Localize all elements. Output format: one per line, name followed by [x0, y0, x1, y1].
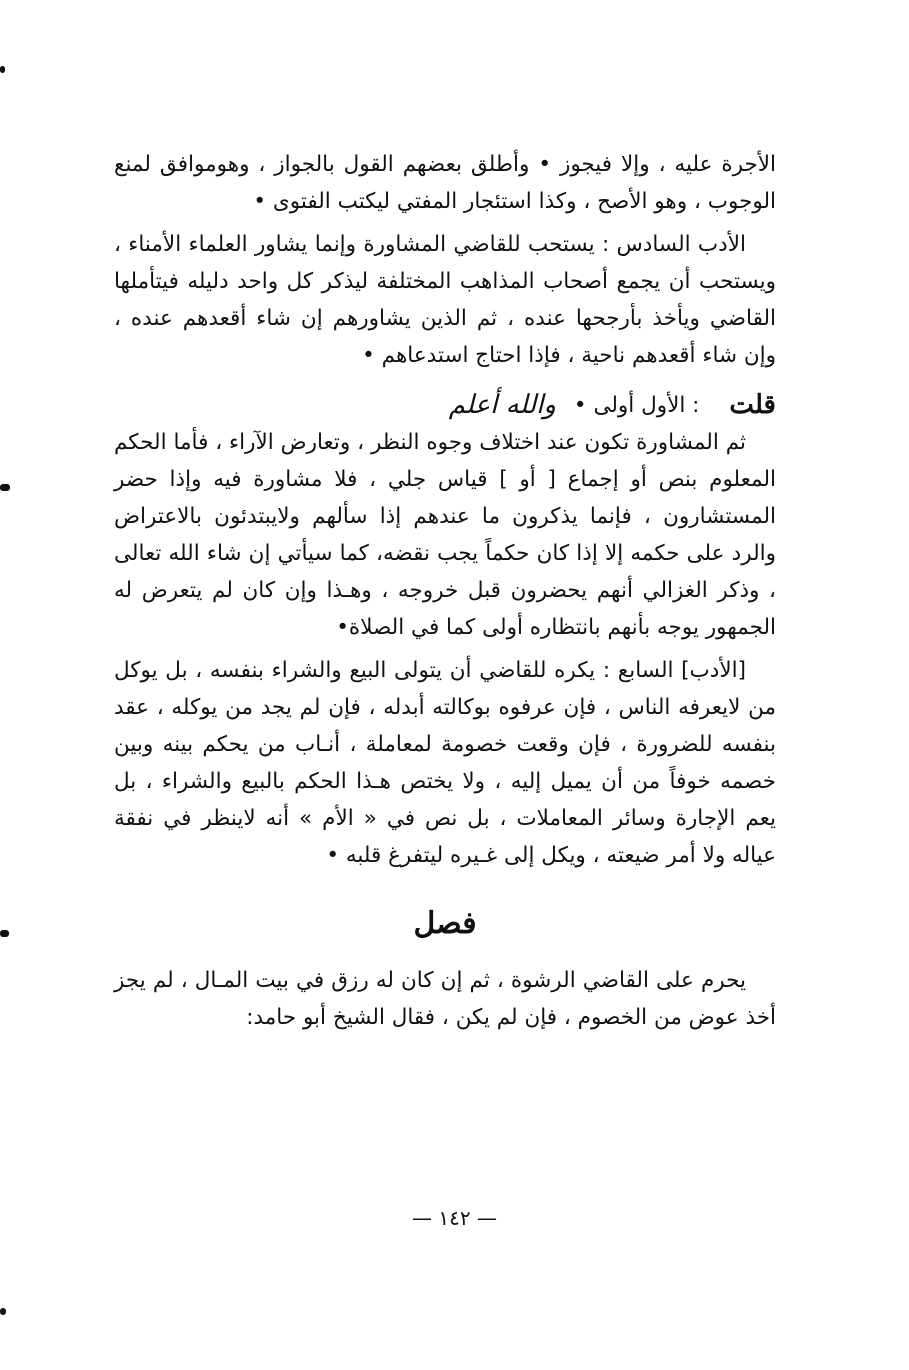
- margin-mark-mid-left: [0, 484, 10, 491]
- margin-mark-top-left: [0, 66, 5, 73]
- paragraph-seventh-etiquette: [الأدب] السابع : يكره للقاضي أن يتولى البيع والشراء بنفسه ، بل يوكل من لايعرفه الناس ، فإن عرفوه بوكالته أبدله ، فإن لم يجد من يوكله ، عقد بنفسه للضرورة ، فإن وقعت خصومة لمعاملة ، أنـاب من يحكم بينه وبين خصمه خوفاً من أن يميل إليه ، ولا يختص هـذا الحكم بالبيع والشراء ، بل يعم الإجارة وسائر المعاملات ، بل نص في « الأم » أنه لاينظر في نفقة عياله ولا أمر ضيعته ، ويكل إلى غـيره ليتفرغ قلبه •: [114, 658, 776, 868]
- page-number: — ١٤٢ —: [412, 1206, 497, 1230]
- section-heading: فصل: [413, 906, 477, 941]
- paragraph-hire-fatwa: الأجرة عليه ، وإلا فيجوز • وأطلق بعضهم القول بالجواز ، وهوموافق لمنع الوجوب ، وهو الأصح ، وكذا استئجار المفتي ليكتب الفتوى •: [114, 152, 776, 214]
- qult-text: : الأول أولى •: [573, 393, 700, 418]
- body-text: [114, 146, 776, 1036]
- qult-label: قلت: [729, 390, 776, 420]
- closing-phrase: والله أعلم: [448, 390, 556, 420]
- paragraph-bribery: يحرم على القاضي الرشوة ، ثم إن كان له رزق في بيت المـال ، لم يجز أخذ عوض من الخصوم ، فإن لم يكن ، فقال الشيخ أبو حامد:: [114, 968, 776, 1030]
- paragraph-consultation: ثم المشاورة تكون عند اختلاف وجوه النظر ، وتعارض الآراء ، فأما الحكم المعلوم بنص أو إجماع [ أو ] قياس جلي ، فلا مشاورة فيه وإذا حضر المستشارون ، فإنما يذكرون ما عندهم إذا سألهم ولايبتدئون بالاعتراض والرد على حكمه إلا إذا كان حكماً يجب نقضه، كما سيأتي إن شاء الله تعالى ، وذكر الغزالي أنهم يحضرون قبل خروجه ، وهـذا وإن كان لم يتعرض له الجمهور يوجه بأنهم بانتظاره أولى كما في الصلاة•: [114, 430, 776, 640]
- qult-line: [114, 376, 776, 424]
- margin-mark-lower-left: [0, 930, 9, 937]
- margin-mark-bottom-left: [0, 1308, 6, 1315]
- paragraph-sixth-etiquette: الأدب السادس : يستحب للقاضي المشاورة وإنما يشاور العلماء الأمناء ، ويستحب أن يجمع أصحاب المذاهب المختلفة ليذكر كل واحد دليله فيتأملها القاضي ويأخذ بأرجحها عنده ، ثم الذين يشاورهم إن شاء أقعدهم عنده ، وإن شاء أقعدهم ناحية ، فإذا احتاج استدعاهم •: [114, 232, 776, 368]
